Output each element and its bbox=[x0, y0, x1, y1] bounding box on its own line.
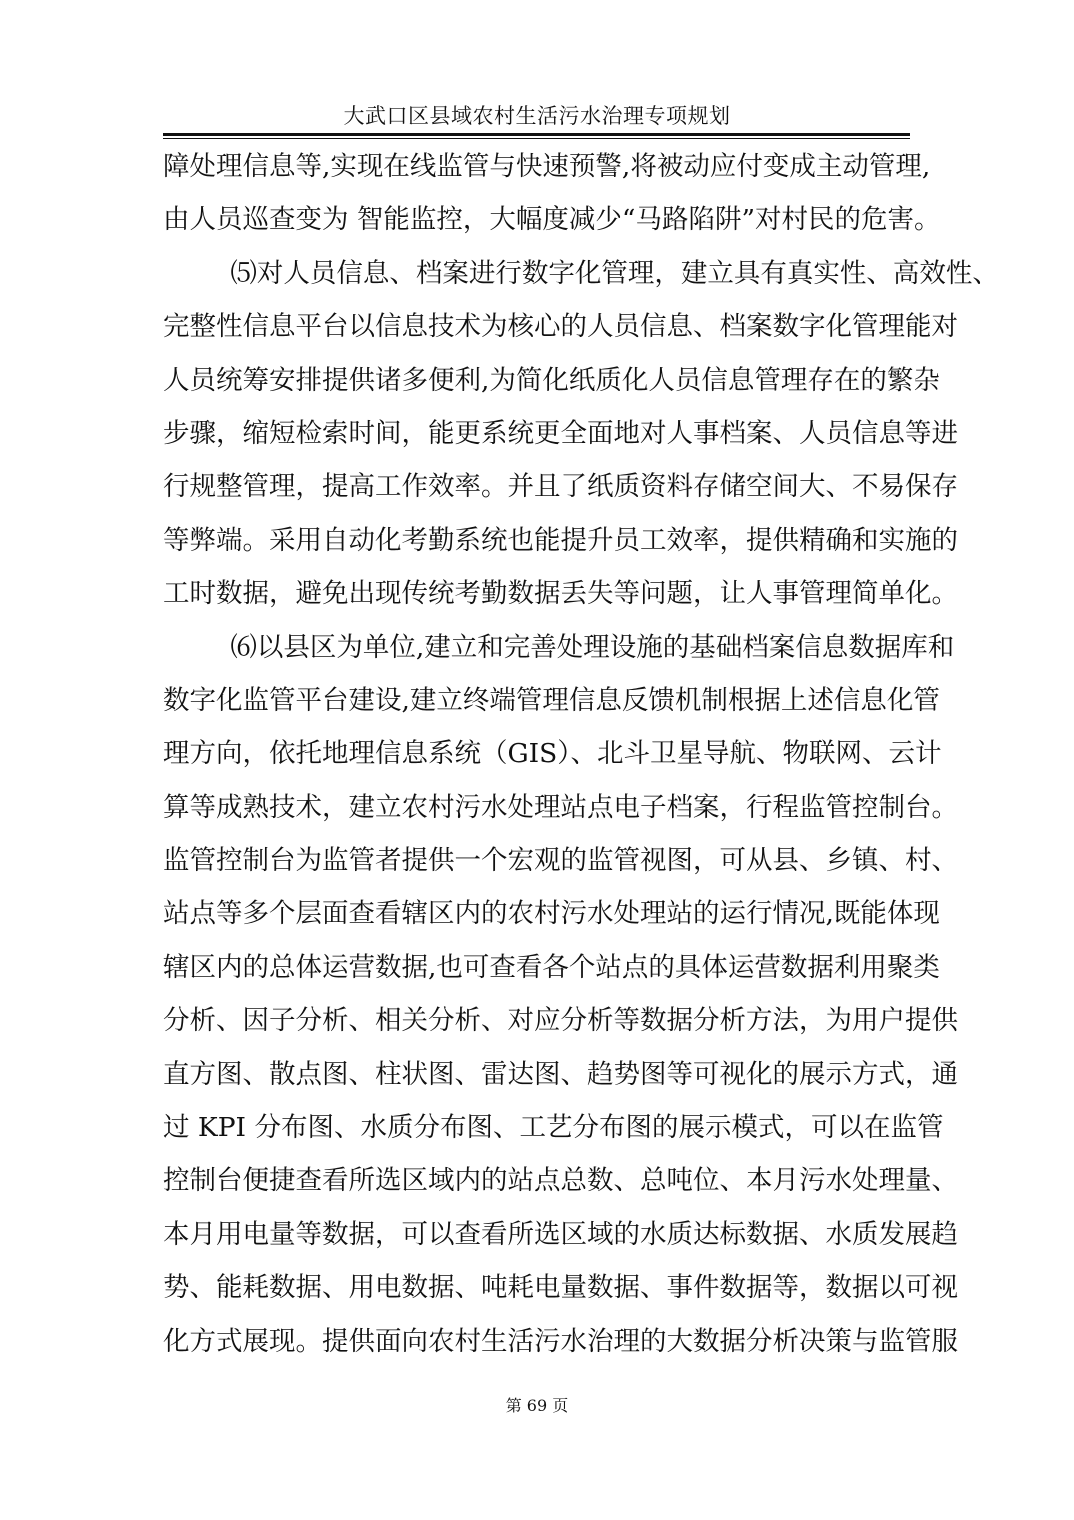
text-line: 辖区内的总体运营数据,也可查看各个站点的具体运营数据利用聚类 bbox=[163, 951, 940, 983]
header-rule-thick bbox=[163, 133, 910, 136]
text-line: 过 KPI 分布图、水质分布图、工艺分布图的展示模式，可以在监管 bbox=[163, 1112, 944, 1144]
text-line: 势、能耗数据、用电数据、吨耗电量数据、事件数据等，数据以可视 bbox=[163, 1272, 958, 1304]
text-line: 分析、因子分析、相关分析、对应分析等数据分析方法，为用户提供 bbox=[163, 1005, 958, 1037]
text-line: 化方式展现。提供面向农村生活污水治理的大数据分析决策与监管服 bbox=[163, 1325, 958, 1357]
text-line: 步骤，缩短检索时间，能更系统更全面地对人事档案、人员信息等进 bbox=[163, 417, 958, 449]
text-line: 算等成熟技术，建立农村污水处理站点电子档案，行程监管控制台。 bbox=[163, 791, 958, 823]
text-line: 等弊端。采用自动化考勤系统也能提升员工效率，提供精确和实施的 bbox=[163, 524, 958, 556]
page-number: 第 69 页 bbox=[505, 1396, 569, 1415]
text-line: 障处理信息等,实现在线监管与快速预警,将被动应付变成主动管理, bbox=[163, 151, 931, 182]
text-line: 工时数据，避免出现传统考勤数据丢失等问题，让人事管理简单化。 bbox=[163, 578, 958, 610]
body-text bbox=[163, 140, 999, 1368]
text-line: 完整性信息平台以信息技术为核心的人员信息、档案数字化管理能对 bbox=[163, 311, 958, 343]
text-line: 数字化监管平台建设,建立终端管理信息反馈机制根据上述信息化管 bbox=[163, 684, 940, 716]
text-line: 站点等多个层面查看辖区内的农村污水处理站的运行情况,既能体现 bbox=[163, 898, 940, 930]
document-header-title: 大武口区县域农村生活污水治理专项规划 bbox=[343, 104, 731, 128]
text-line: 人员统筹安排提供诸多便利,为简化纸质化人员信息管理存在的繁杂 bbox=[163, 364, 940, 396]
header-rule-thin bbox=[163, 138, 910, 139]
text-line: ⑸对人员信息、档案进行数字化管理，建立具有真实性、高效性、 bbox=[163, 257, 999, 289]
text-line: 本月用电量等数据，可以查看所选区域的水质达标数据、水质发展趋 bbox=[163, 1218, 958, 1250]
text-line: 监管控制台为监管者提供一个宏观的监管视图，可从县、乡镇、村、 bbox=[163, 845, 958, 877]
text-line: 由人员巡查变为 智能监控，大幅度减少“马路陷阱”对村民的危害。 bbox=[163, 204, 941, 236]
text-line: 行规整管理，提高工作效率。并且了纸质资料存储空间大、不易保存 bbox=[163, 471, 958, 503]
text-line: 直方图、散点图、柱状图、雷达图、趋势图等可视化的展示方式，通 bbox=[163, 1058, 958, 1090]
text-line: 理方向，依托地理信息系统（GIS）、北斗卫星导航、物联网、云计 bbox=[163, 738, 942, 770]
text-line: 控制台便捷查看所选区域内的站点总数、总吨位、本月污水处理量、 bbox=[163, 1165, 958, 1197]
text-line: ⑹以县区为单位,建立和完善处理设施的基础档案信息数据库和 bbox=[163, 631, 955, 663]
